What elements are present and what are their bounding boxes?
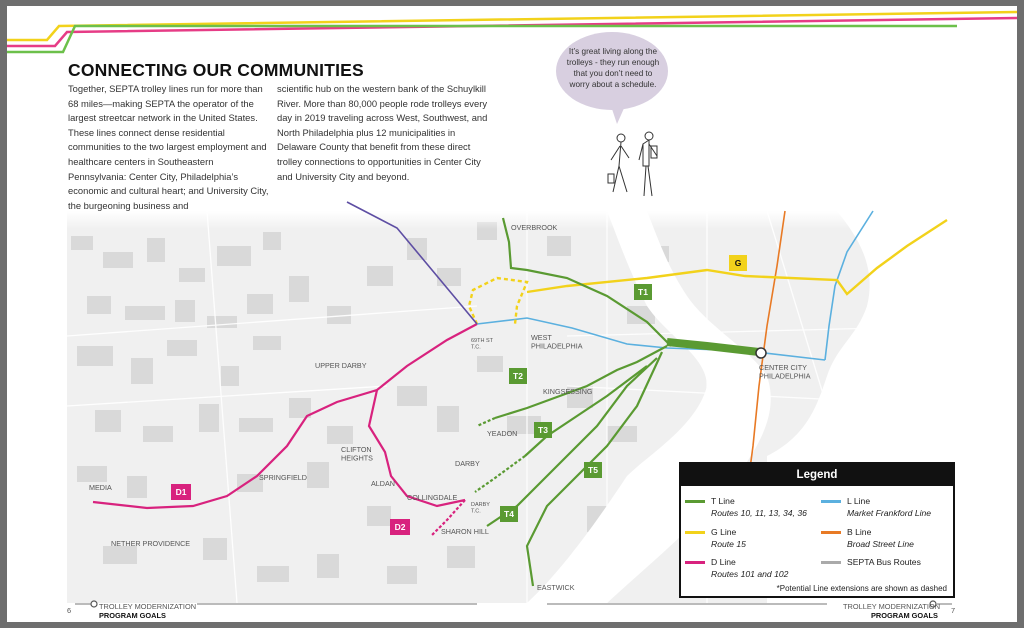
badge-t4: T4: [500, 506, 518, 522]
page-title: CONNECTING OUR COMMUNITIES: [68, 60, 364, 80]
body-text-column-1: Together, SEPTA trolley lines run for more than 68 miles—making SEPTA the operator of the largest streetcar network in the United States. These lines connect dense residential communities to the two largest employment and healthcare centers in Southeastern Pennsylvania: Center City, Philadelphia’s economic and cultural heart; and University City, the burgeoning business and: [68, 83, 269, 211]
place-eastwick: EASTWICK: [537, 583, 575, 592]
legend-swatch: [821, 500, 841, 503]
place-media: MEDIA: [89, 483, 112, 492]
legend-item-sub: Broad Street Line: [847, 539, 914, 549]
legend-swatch: [685, 500, 705, 503]
legend-item-sub: Routes 10, 11, 13, 34, 36: [711, 508, 807, 518]
place-darby-tc: DARBY T.C.: [471, 502, 490, 515]
legend-note: *Potential Line extensions are shown as dashed: [776, 584, 947, 593]
place-collingdale: COLLINGDALE: [407, 493, 458, 502]
place-west-philadelphia: WEST PHILADELPHIA: [531, 333, 583, 351]
place-kingsessing: KINGSESSING: [543, 387, 593, 396]
place-yeadon: YEADON: [487, 429, 518, 438]
footer-title-left: TROLLEY MODERNIZATION: [99, 602, 197, 611]
footer-title-right: TROLLEY MODERNIZATION: [843, 602, 941, 611]
footer-sub-right: PROGRAM GOALS: [871, 611, 938, 620]
badge-t1: T1: [634, 284, 652, 300]
legend-item-name: T Line: [711, 496, 735, 506]
legend-title: Legend: [681, 464, 953, 486]
badge-d1: D1: [171, 484, 191, 500]
quote-text: It’s great living along the trolleys - they run enough that you don’t need to worry about a schedule.: [566, 47, 660, 89]
place-upper-darby: UPPER DARBY: [315, 361, 367, 370]
footer-sub-left: PROGRAM GOALS: [99, 611, 166, 620]
legend-swatch: [821, 531, 841, 534]
place-clifton-heights: CLIFTON HEIGHTS: [341, 445, 373, 463]
badge-t5: T5: [584, 462, 602, 478]
legend-item-sub: Market Frankford Line: [847, 508, 932, 518]
badge-t3: T3: [534, 422, 552, 438]
place-darby: DARBY: [455, 459, 480, 468]
legend-swatch: [685, 531, 705, 534]
legend-swatch: [685, 561, 705, 564]
place-springfield: SPRINGFIELD: [259, 473, 307, 482]
badge-t2: T2: [509, 368, 527, 384]
legend-item-name: G Line: [711, 527, 737, 537]
legend-swatch: [821, 561, 841, 564]
legend-item-sub: Routes 101 and 102: [711, 569, 789, 579]
city-hall-station-icon: [756, 348, 766, 358]
badge-g: G: [729, 255, 747, 271]
legend-item-name: D Line: [711, 557, 736, 567]
place-center-city: CENTER CITY PHILADELPHIA: [759, 363, 811, 381]
place-sharon-hill: SHARON HILL: [441, 527, 489, 536]
body-text-column-2: scientific hub on the western bank of the Schuylkill River. More than 80,000 people rode trolleys every day in 2019 traveling across West, Southwest, and North Philadelphia plus 12 municipalities in Delaware County that benefit from these direct trolley connections to opportunities in Center City and University City and beyond.: [277, 83, 488, 182]
badge-d2: D2: [390, 519, 410, 535]
place-nether-providence: NETHER PROVIDENCE: [111, 539, 191, 548]
legend-item-name: B Line: [847, 527, 872, 537]
legend-item-name: L Line: [847, 496, 871, 506]
place-overbrook: OVERBROOK: [511, 223, 558, 232]
map-legend: [679, 462, 955, 598]
footer-page-right: 7: [951, 606, 956, 615]
footer-page-left: 6: [67, 606, 72, 615]
place-69th-st: 69TH ST T.C.: [471, 338, 494, 351]
report-page: [7, 6, 1017, 622]
legend-item-sub: Route 15: [711, 539, 746, 549]
place-aldan: ALDAN: [371, 479, 395, 488]
legend-item-name: SEPTA Bus Routes: [847, 557, 921, 567]
